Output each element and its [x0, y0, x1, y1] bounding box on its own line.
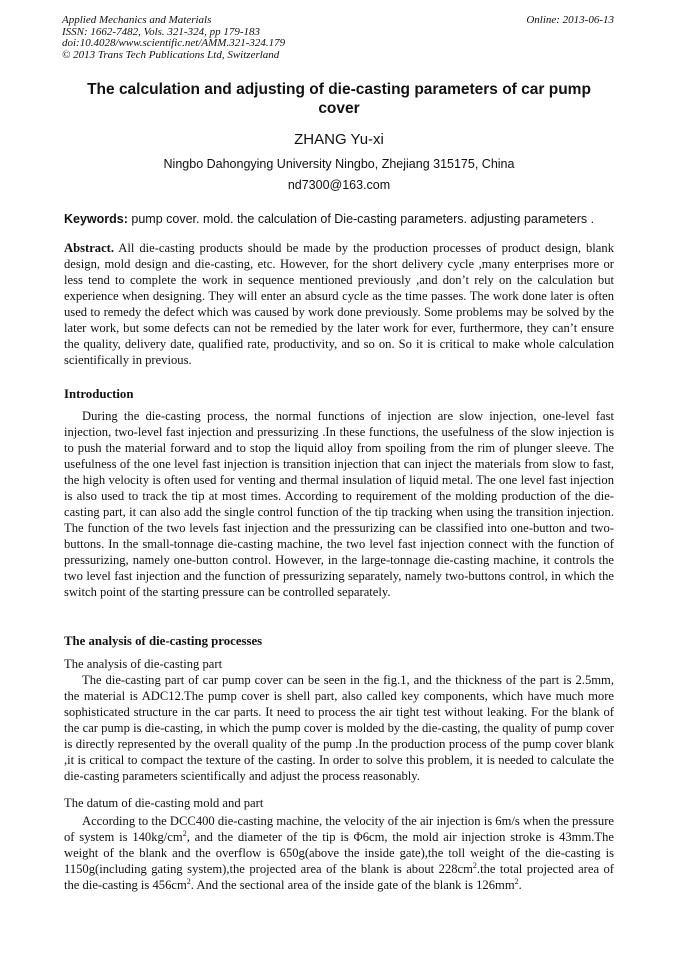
- datum-text-c: .the total projected area of the die-casting is 456cm: [64, 862, 614, 892]
- journal-issn: ISSN: 1662-7482, Vols. 321-324, pp 179-183: [62, 25, 260, 38]
- datum-text-d: . And the sectional area of the inside gate of the blank is 126mm: [190, 878, 515, 892]
- superscript: 2: [182, 828, 187, 838]
- author-affiliation: Ningbo Dahongying University Ningbo, Zhejiang 315175, China: [163, 157, 515, 171]
- abstract: [64, 240, 614, 368]
- datum-text-e: .: [518, 878, 522, 892]
- author-name: ZHANG Yu-xi: [294, 131, 384, 148]
- abstract-text: All die-casting products should be made by the production processes of product design, blank design, mold design and die-casting, etc. However, for the short delivery cycle ,many enterprises more or less tend to complete the work in sequence mentioned previously ,and don’t rely on the calculation but experience when designing. They will enter an absurd cycle as the time passes. The work done later is often used to remedy the defect which was caused by work done previously. Some problems may be solved by the later work, but some defects can not be remedied by the later work for ever, furthermore, they can’t ensure the quality, delivery date, qualified rate, productivity, and so on. So it is critical to make whole calculation scientifically in previous.: [64, 241, 614, 367]
- superscript: 2: [514, 876, 519, 886]
- superscript: 2: [186, 876, 191, 886]
- datum-paragraph: [64, 813, 614, 893]
- subheading-die-casting-part: The analysis of die-casting part: [64, 657, 223, 671]
- journal-copyright: © 2013 Trans Tech Publications Ltd, Switzerland: [62, 48, 280, 61]
- paper-title: The calculation and adjusting of die-casting parameters of car pump cover: [87, 81, 591, 117]
- analysis-heading: The analysis of die-casting processes: [64, 634, 263, 648]
- journal-info: [62, 15, 285, 61]
- introduction-heading: Introduction: [64, 387, 134, 401]
- die-casting-part-paragraph: The die-casting part of car pump cover can be seen in the fig.1, and the thickness of the part is 2.5mm, the material is ADC12.The pump cover is shell part, also called key components, which have much more sophisticated structure in the car parts. It need to process the air tight test without leaking. For the blank of the car pump is die-casting, in which the pump cover is molded by the die-casting, the quality of pump cover is directly represented by the overall quality of the pump .In the production process of the pump cover blank ,it is critical to compact the texture of the casting. In order to solve this problem, it is needed to calculate the die-casting parameters scientifically and adjust the process reasonably.: [64, 673, 614, 783]
- journal-doi: doi:10.4028/www.scientific.net/AMM.321-324.179: [62, 37, 286, 49]
- datum-text-a: According to the DCC400 die-casting machine, the velocity of the air injection is 6m/s when the pressure of system is 140kg/cm: [64, 814, 614, 844]
- subheading-datum: The datum of die-casting mold and part: [64, 796, 264, 810]
- keywords: [64, 212, 614, 226]
- journal-header: [62, 15, 614, 61]
- abstract-label: Abstract.: [64, 241, 115, 255]
- journal-name: Applied Mechanics and Materials: [62, 14, 212, 26]
- author-email: nd7300@163.com: [287, 178, 391, 192]
- keywords-label: Keywords:: [64, 212, 128, 226]
- datum-text-b: , and the diameter of the tip is Φ6cm, the mold air injection stroke is 43mm.The weight of the blank and the overflow is 650g(above the inside gate),the toll weight of the die-casting is 1150g(including gating system),the projected area of the blank is about 228cm: [64, 830, 614, 876]
- introduction-paragraph: During the die-casting process, the normal functions of injection are slow injection, one-level fast injection, two-level fast injection and pressurizing .In these functions, the usefulness of the slow injection is to push the material forward and to stop the liquid alloy from spoiling from the rim of plunger sleeve. The usefulness of the one level fast injection is transition injection that can inject the materials from slow to fast, the high velocity is often used for venting and thermal insulation of liquid metal. The one level fast injection is also used to track the tip at most times. According to requirement of the molding production of the die-casting part, it can also add the single control function of the tip tracking when using the transition injection. The function of the two levels fast injection and the pressurizing can be classified into one-button and two-buttons. In the small-tonnage die-casting machine, the two level fast injection connect with the function of pressurizing, namely one-button control. However, in the large-tonnage die-casting machine, it controls the two level fast injection and the function of pressurizing separately, namely two-buttons control, in which the switch point of the starting pressure can be controlled separately.: [64, 409, 614, 599]
- superscript: 2: [472, 860, 477, 870]
- online-date: Online: 2013-06-13: [526, 14, 614, 26]
- keywords-text: pump cover. mold. the calculation of Die-casting parameters. adjusting parameters .: [127, 212, 595, 226]
